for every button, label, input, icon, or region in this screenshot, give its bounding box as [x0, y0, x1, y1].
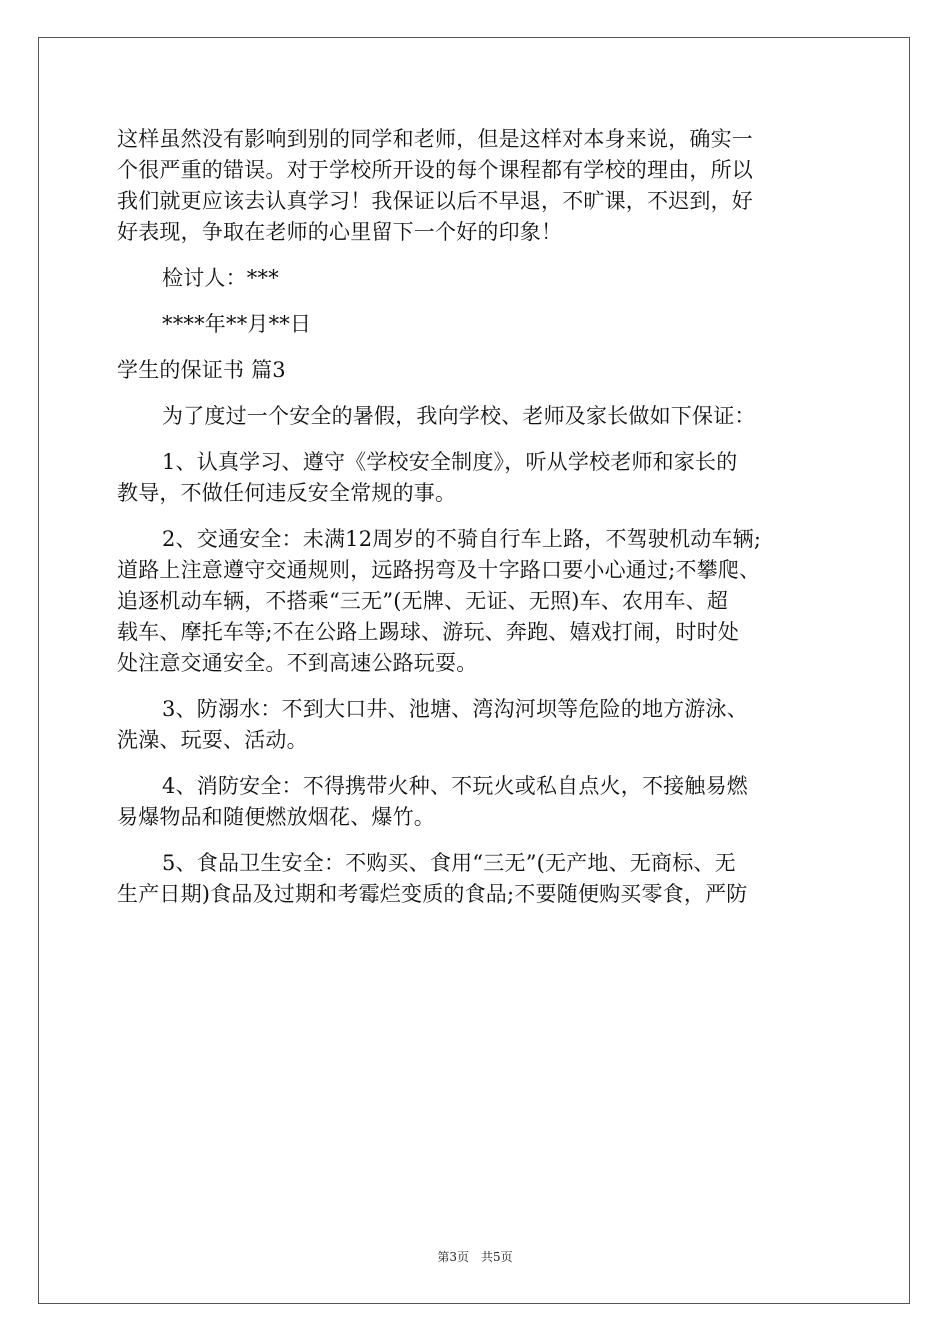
text-line: 1、认真学习、遵守《学校安全制度》，听从学校老师和家长的	[162, 450, 738, 474]
text-line: 追逐机动车辆，不搭乘“三无”(无牌、无证、无照)车、农用车、超	[117, 589, 729, 613]
text-line: 学生的保证书 篇3	[117, 358, 286, 382]
text-line: 好表现，争取在老师的心里留下一个好的印象！	[117, 220, 563, 244]
paragraph	[117, 524, 837, 679]
text-line: 洗澡、玩耍、活动。	[117, 728, 308, 752]
paragraph	[117, 263, 837, 294]
document-body	[117, 124, 837, 910]
text-line: 为了度过一个安全的暑假，我向学校、老师及家长做如下保证：	[162, 404, 756, 428]
paragraph	[117, 848, 837, 910]
text-line: 生产日期)食品及过期和考霉烂变质的食品;不要随便购买零食，严防	[117, 882, 748, 906]
text-line: 我们就更应该去认真学习！我保证以后不早退，不旷课，不迟到，好	[117, 189, 753, 213]
text-line: 易爆物品和随便燃放烟花、爆竹。	[117, 805, 435, 829]
text-line: 处注意交通安全。不到高速公路玩耍。	[117, 651, 478, 675]
text-line: 4、消防安全：不得携带火种、不玩火或私自点火，不接触易燃	[162, 774, 748, 798]
paragraph	[117, 771, 837, 833]
text-line: 2、交通安全：未满12周岁的不骑自行车上路，不驾驶机动车辆;	[162, 527, 762, 551]
paragraph	[117, 401, 837, 432]
paragraph	[117, 355, 837, 386]
text-line: 载车、摩托车等;不在公路上踢球、游玩、奔跑、嬉戏打闹，时时处	[117, 620, 740, 644]
text-line: 个很严重的错误。对于学校所开设的每个课程都有学校的理由，所以	[117, 158, 753, 182]
text-line: 教导，不做任何违反安全常规的事。	[117, 481, 457, 505]
page-footer: 第3页 共5页	[437, 1250, 513, 1264]
text-line: 5、食品卫生安全：不购买、食用“三无”(无产地、无商标、无	[162, 851, 736, 875]
text-line: 检讨人：***	[162, 266, 279, 290]
paragraph	[117, 694, 837, 756]
text-line: 3、防溺水：不到大口井、池塘、湾沟河坝等危险的地方游泳、	[162, 697, 748, 721]
text-line: ****年**月**日	[162, 312, 312, 336]
paragraph	[117, 124, 837, 248]
text-line: 这样虽然没有影响到别的同学和老师，但是这样对本身来说，确实一	[117, 127, 753, 151]
paragraph	[117, 447, 837, 509]
paragraph	[117, 309, 837, 340]
text-line: 道路上注意遵守交通规则，远路拐弯及十字路口要小心通过;不攀爬、	[117, 558, 761, 582]
